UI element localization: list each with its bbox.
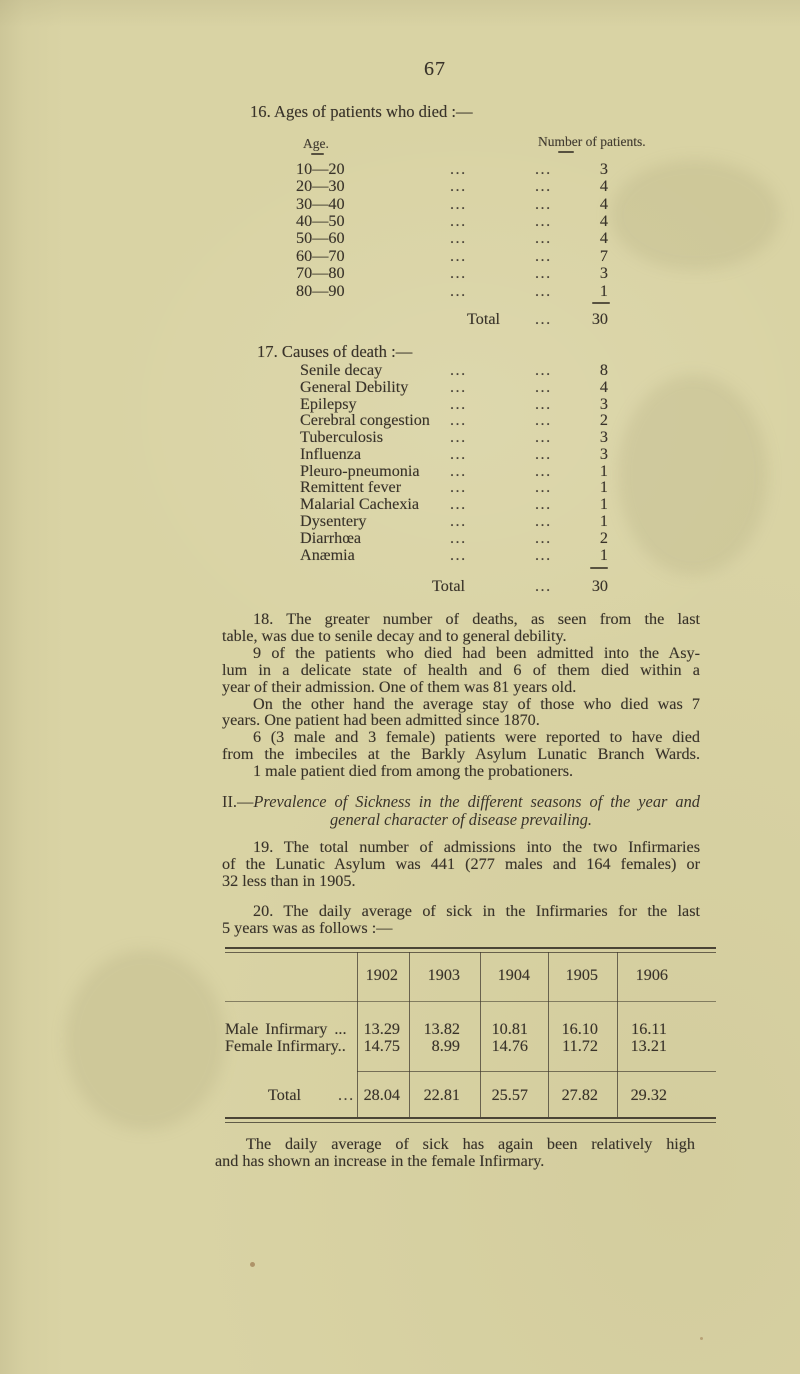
paragraph-line: 19. The total number of admissions into the two Infirmaries <box>253 838 700 856</box>
death-count: 1 <box>599 478 608 496</box>
paragraph-line: year of their admission. One of them was 81 years old. <box>222 677 577 696</box>
paragraph-line: 1 male patient died from among the probationers. <box>253 762 574 781</box>
paragraph-line: 32 less than in 1905. <box>222 871 356 890</box>
cause-label: Remittent fever <box>300 478 402 496</box>
age-row <box>0 264 800 281</box>
leader-dots: ... <box>535 462 552 480</box>
table-mid-rule <box>357 1071 716 1072</box>
death-count: 1 <box>599 512 608 530</box>
leader-dots: ... <box>450 212 467 230</box>
total-dash <box>590 567 608 569</box>
leader-dots: ... <box>535 361 552 379</box>
paragraph-line: years. One patient had been admitted since 1870. <box>222 711 540 730</box>
year-header: 1902 <box>365 966 398 984</box>
leader-dots: ... <box>535 546 552 564</box>
leader-dots: ... <box>338 1086 355 1104</box>
age-range: 20—30 <box>296 177 345 195</box>
total-label: Total <box>432 577 466 595</box>
table-total-cell: 27.82 <box>561 1086 598 1104</box>
year-header: 1904 <box>497 966 530 984</box>
age-row <box>0 160 800 177</box>
total-count: 30 <box>591 310 608 328</box>
leader-dots: ... <box>450 160 467 178</box>
age-range: 40—50 <box>296 212 345 230</box>
age-row <box>0 177 800 194</box>
table-bottom-rule <box>225 1122 716 1123</box>
cause-row <box>0 546 800 563</box>
leader-dots: ... <box>450 478 467 496</box>
leader-dots: ... <box>450 529 467 547</box>
leader-dots: ... <box>535 195 552 213</box>
cause-row <box>0 495 800 512</box>
age-range: 30—40 <box>296 195 345 213</box>
age-range: 70—80 <box>296 264 345 282</box>
leader-dots: ... <box>450 177 467 195</box>
paragraph-line: lum in a delicate state of health and 6 of them died within a <box>222 660 700 679</box>
leader-dots: ... <box>450 395 467 413</box>
column-header-dash <box>311 153 324 155</box>
age-row <box>0 247 800 264</box>
death-count: 1 <box>599 546 608 564</box>
leader-dots: ... <box>450 378 467 396</box>
leader-dots: ... <box>535 411 552 429</box>
total-label: Total <box>467 310 501 328</box>
paper-speck <box>250 1262 255 1267</box>
death-count: 2 <box>599 411 608 429</box>
table-cell: 8.99 <box>431 1037 460 1055</box>
age-range: 60—70 <box>296 247 345 265</box>
table-total-label: Total <box>268 1086 302 1104</box>
patient-count: 1 <box>599 282 608 300</box>
cause-label: General Debility <box>300 378 409 396</box>
paragraph-line: 5 years was as follows :— <box>222 918 393 937</box>
section-2-heading-line-2: general character of disease prevailing. <box>329 810 593 829</box>
patients-column-header: Number of patients. <box>538 134 646 149</box>
cause-label: Tuberculosis <box>300 428 384 446</box>
leader-dots: ... <box>535 247 552 265</box>
age-range: 10—20 <box>296 160 345 178</box>
age-row <box>0 282 800 299</box>
section-2-numeral: II.— <box>222 792 254 811</box>
paragraph-20 <box>222 903 700 937</box>
paragraph-line: and has shown an increase in the female Infirmary. <box>215 1151 545 1170</box>
cause-row <box>0 428 800 445</box>
cause-row <box>0 378 800 395</box>
paper-smudge <box>65 950 225 1130</box>
paragraph-line: 6 (3 male and 3 female) patients were reported to have died <box>253 728 700 747</box>
leader-dots: ... <box>535 378 552 396</box>
table-cell: 14.75 <box>363 1037 400 1055</box>
patient-count: 7 <box>599 247 608 265</box>
paragraph-18 <box>222 611 700 780</box>
cause-label: Pleuro-pneumonia <box>300 462 420 480</box>
cause-label: Influenza <box>300 445 362 463</box>
table-cell: 10.81 <box>491 1020 528 1038</box>
table-row-label: Male Infirmary ... <box>225 1020 347 1038</box>
leader-dots: ... <box>535 529 552 547</box>
death-count: 3 <box>599 428 608 446</box>
table-total-cell: 29.32 <box>630 1086 667 1104</box>
cause-row <box>0 361 800 378</box>
cause-total-row <box>0 577 800 594</box>
paragraph-19 <box>222 839 700 890</box>
page-number: 67 <box>424 58 446 80</box>
age-range: 50—60 <box>296 229 345 247</box>
section16-heading: 16. Ages of patients who died :— <box>250 102 473 121</box>
year-header: 1905 <box>565 966 598 984</box>
leader-dots: ... <box>450 512 467 530</box>
table-total-cell: 25.57 <box>491 1086 528 1104</box>
cause-label: Cerebral congestion <box>300 411 430 429</box>
leader-dots: ... <box>535 310 552 328</box>
leader-dots: ... <box>535 428 552 446</box>
age-total-row <box>0 310 800 327</box>
patient-count: 3 <box>599 264 608 282</box>
age-column-header: Age. <box>303 136 329 151</box>
total-dash <box>592 302 610 304</box>
leader-dots: ... <box>535 282 552 300</box>
patient-count: 3 <box>599 160 608 178</box>
section17-heading: 17. Causes of death :— <box>257 342 413 361</box>
patient-count: 4 <box>599 212 608 230</box>
leader-dots: ... <box>450 247 467 265</box>
leader-dots: ... <box>535 229 552 247</box>
year-header: 1903 <box>427 966 460 984</box>
cause-label: Dysentery <box>300 512 367 530</box>
cause-label: Malarial Cachexia <box>300 495 420 513</box>
leader-dots: ... <box>450 195 467 213</box>
death-count: 2 <box>599 529 608 547</box>
closing-paragraph <box>215 1136 695 1170</box>
cause-row <box>0 462 800 479</box>
column-header-dash <box>558 151 574 153</box>
leader-dots: ... <box>535 160 552 178</box>
age-row <box>0 229 800 246</box>
table-cell: 13.29 <box>363 1020 400 1038</box>
paragraph-line: of the Lunatic Asylum was 441 (277 males and 164 females) or <box>222 854 700 873</box>
section-2-heading <box>222 793 700 829</box>
leader-dots: ... <box>535 512 552 530</box>
paragraph-line: The daily average of sick has again been relatively high <box>246 1135 695 1153</box>
table-total-cell: 28.04 <box>363 1086 400 1104</box>
leader-dots: ... <box>535 177 552 195</box>
cause-row <box>0 529 800 546</box>
cause-row <box>0 445 800 462</box>
paragraph-line: 18. The greater number of deaths, as seen from the last <box>253 610 700 628</box>
leader-dots: ... <box>450 495 467 513</box>
death-count: 3 <box>599 445 608 463</box>
leader-dots: ... <box>535 264 552 282</box>
year-header: 1906 <box>635 966 668 984</box>
section-2-heading-line-1 <box>222 793 700 811</box>
death-count: 4 <box>599 378 608 396</box>
table-total-cell: 22.81 <box>423 1086 460 1104</box>
leader-dots: ... <box>450 428 467 446</box>
cause-label: Senile decay <box>300 361 383 379</box>
table-cell: 11.72 <box>562 1037 598 1055</box>
section-2-title: Prevalence of Sickness in the different seasons of the year and <box>253 792 700 811</box>
cause-label: Diarrhœa <box>300 529 362 547</box>
table-cell: 14.76 <box>491 1037 528 1055</box>
cause-row <box>0 478 800 495</box>
table-cell: 16.11 <box>631 1020 667 1038</box>
leader-dots: ... <box>535 212 552 230</box>
leader-dots: ... <box>450 445 467 463</box>
leader-dots: ... <box>535 445 552 463</box>
table-row-label: Female Infirmary.. <box>225 1037 346 1055</box>
leader-dots: ... <box>450 546 467 564</box>
leader-dots: ... <box>450 462 467 480</box>
death-count: 1 <box>599 462 608 480</box>
paragraph-line: 9 of the patients who died had been admitted into the Asy- <box>253 643 700 662</box>
patient-count: 4 <box>599 195 608 213</box>
leader-dots: ... <box>535 495 552 513</box>
paragraph-line: On the other hand the average stay of those who died was 7 <box>253 694 700 713</box>
age-row <box>0 212 800 229</box>
leader-dots: ... <box>450 361 467 379</box>
table-cell: 16.10 <box>561 1020 598 1038</box>
leader-dots: ... <box>450 282 467 300</box>
table-header-rule <box>225 1001 716 1002</box>
paragraph-line: from the imbeciles at the Barkly Asylum Lunatic Branch Wards. <box>222 745 700 764</box>
leader-dots: ... <box>535 577 552 595</box>
leader-dots: ... <box>450 264 467 282</box>
patient-count: 4 <box>599 229 608 247</box>
death-count: 3 <box>599 395 608 413</box>
leader-dots: ... <box>535 395 552 413</box>
table-bottom-rule <box>225 1117 716 1119</box>
age-row <box>0 195 800 212</box>
cause-row <box>0 395 800 412</box>
age-range: 80—90 <box>296 282 345 300</box>
death-count: 8 <box>599 361 608 379</box>
patient-count: 4 <box>599 177 608 195</box>
leader-dots: ... <box>450 229 467 247</box>
death-count: 1 <box>599 495 608 513</box>
leader-dots: ... <box>535 478 552 496</box>
leader-dots: ... <box>450 411 467 429</box>
paragraph-line: table, was due to senile decay and to general debility. <box>222 626 567 645</box>
cause-row <box>0 512 800 529</box>
total-count: 30 <box>591 577 608 595</box>
cause-label: Anæmia <box>300 546 355 564</box>
cause-label: Epilepsy <box>300 395 357 413</box>
table-top-rule <box>225 947 716 949</box>
paper-speck <box>700 1337 703 1340</box>
paragraph-line: 20. The daily average of sick in the Infirmaries for the last <box>253 902 700 920</box>
table-cell: 13.82 <box>423 1020 460 1038</box>
table-cell: 13.21 <box>630 1037 667 1055</box>
table-top-rule <box>225 952 716 953</box>
cause-row <box>0 411 800 428</box>
